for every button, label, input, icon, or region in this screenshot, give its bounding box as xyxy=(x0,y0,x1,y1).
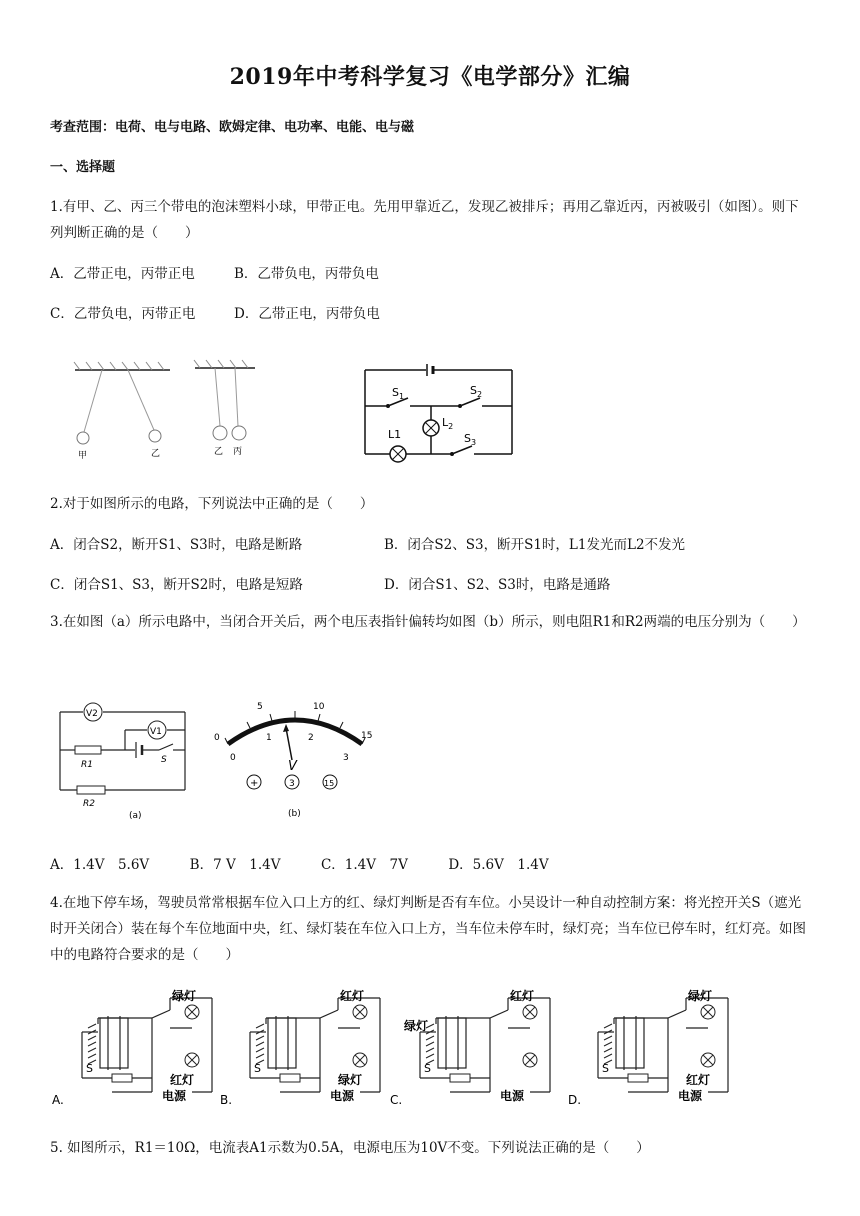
terminal-15: 15 xyxy=(324,779,335,788)
lamp-label-l2: $L_2$ xyxy=(442,416,454,431)
circuit-diagram-q3a xyxy=(55,700,195,822)
lamp-label-top: 红灯 xyxy=(510,989,535,1003)
voltmeter-v1-label: V1 xyxy=(150,727,162,737)
page-title: 2019年中考科学复习《电学部分》汇编 xyxy=(229,64,631,90)
question-4-stem: 4.在地下停车场，驾驶员常常根据车位入口上方的红、绿灯判断是否有车位。小吴设计一种自动控制方案：将光控开关S（遮光时开关闭合）装在每个车位地面中央，红、绿灯装在车位入口上方，当车位未停车时，绿灯亮；当车位已停车时，红灯亮。如图中的电路符合要求的是（ ） xyxy=(50,895,806,963)
relay-circuit-option-c xyxy=(390,988,560,1108)
charged-balls-figure xyxy=(70,360,290,460)
q3-options: A．1.4V 5.6V B．7 V 1.4V C．1.4V 7V D．5.6V 1.4V xyxy=(50,857,549,873)
lamp-label-low: 红灯 xyxy=(686,1073,711,1087)
circuit-diagram-q2 xyxy=(360,362,520,464)
switch-label: S xyxy=(254,1062,261,1075)
q1-option-b: B．乙带负电，丙带负电 xyxy=(234,266,379,282)
voltmeter-v2-label: V2 xyxy=(86,709,98,719)
voltmeter-dial-q3b xyxy=(210,700,380,822)
option-letter: A. xyxy=(52,1093,64,1107)
section-heading: 一、选择题 xyxy=(50,160,116,175)
dial-bottom-tick-2: 2 xyxy=(308,733,314,743)
ball-label-jia: 甲 xyxy=(78,451,88,461)
lamp-label-l1: L1 xyxy=(388,428,402,441)
resistor-r2-label: R2 xyxy=(83,799,95,809)
switch-label: S xyxy=(86,1062,93,1075)
lamp-label-low: 红灯 xyxy=(170,1073,195,1087)
dial-top-tick-10: 10 xyxy=(313,702,325,712)
dial-top-tick-15: 15 xyxy=(361,731,373,741)
q1-option-d: D．乙带正电，丙带负电 xyxy=(234,306,380,322)
lamp-label-mid: 绿灯 xyxy=(404,1019,429,1033)
dial-top-tick-5: 5 xyxy=(257,702,263,712)
option-letter: D. xyxy=(568,1093,582,1107)
relay-circuit-option-d xyxy=(568,988,738,1108)
terminal-3: 3 xyxy=(289,779,295,789)
dial-unit: V xyxy=(288,759,297,774)
relay-circuit-option-a xyxy=(52,988,222,1108)
question-2-stem: 2.对于如图所示的电路，下列说法中正确的是（ ） xyxy=(50,496,374,512)
figure-b-caption: (b) xyxy=(288,809,301,819)
lamp-label-top: 红灯 xyxy=(340,989,365,1003)
lamp-label-top: 绿灯 xyxy=(688,989,713,1003)
terminal-plus: + xyxy=(250,778,259,789)
ball-label-yi: 乙 xyxy=(151,449,161,459)
ball-label-bing: 丙 xyxy=(233,447,243,457)
question-3-stem: 3.在如图（a）所示电路中，当闭合开关后，两个电压表指针偏转均如图（b）所示，则电阻R1和R2两端的电压分别为（ ） xyxy=(50,614,806,630)
lamp-label-top: 绿灯 xyxy=(172,989,197,1003)
switch-label-s2: $S_2$ xyxy=(470,384,483,399)
dial-bottom-tick-3: 3 xyxy=(343,753,349,763)
figure-a-caption: (a) xyxy=(129,811,142,821)
option-letter: B. xyxy=(220,1093,233,1107)
dial-top-tick-0: 0 xyxy=(214,733,220,743)
lamp-label-low: 绿灯 xyxy=(338,1073,363,1087)
q2-option-a: A．闭合S2，断开S1、S3时，电路是断路 xyxy=(50,537,303,553)
switch-label: S xyxy=(424,1062,431,1075)
option-letter: C. xyxy=(390,1093,403,1107)
dial-bottom-tick-0: 0 xyxy=(230,753,236,763)
ball-label-yi-2: 乙 xyxy=(214,447,224,457)
power-label: 电源 xyxy=(678,1089,703,1103)
switch-label: S xyxy=(602,1062,609,1075)
resistor-r1-label: R1 xyxy=(81,760,93,770)
switch-s-label: S xyxy=(161,755,167,765)
exam-scope: 考查范围：电荷、电与电路、欧姆定律、电功率、电能、电与磁 xyxy=(50,120,415,135)
power-label: 电源 xyxy=(500,1089,525,1103)
q1-option-a: A．乙带正电，丙带正电 xyxy=(50,266,195,282)
power-label: 电源 xyxy=(162,1089,187,1103)
q1-option-c: C．乙带负电，丙带正电 xyxy=(50,306,196,322)
question-5-stem: 5. 如图所示，R1＝10Ω，电流表A1示数为0.5A，电源电压为10V不变。下列说法正确的是（ ） xyxy=(50,1140,650,1156)
relay-circuit-option-b xyxy=(220,988,390,1108)
power-label: 电源 xyxy=(330,1089,355,1103)
dial-bottom-tick-1: 1 xyxy=(266,733,272,743)
q2-option-d: D．闭合S1、S2、S3时，电路是通路 xyxy=(384,577,611,593)
q2-option-c: C．闭合S1、S3，断开S2时，电路是短路 xyxy=(50,577,303,593)
switch-label-s1: $S_1$ xyxy=(392,386,405,401)
q2-option-b: B．闭合S2、S3，断开S1时，L1发光而L2不发光 xyxy=(384,537,686,553)
question-1-stem: 1.有甲、乙、丙三个带电的泡沫塑料小球，甲带正电。先用甲靠近乙，发现乙被排斥；再用乙靠近丙，丙被吸引（如图）。则下列判断正确的是（ ） xyxy=(50,199,799,241)
switch-label-s3: $S_3$ xyxy=(464,432,477,447)
